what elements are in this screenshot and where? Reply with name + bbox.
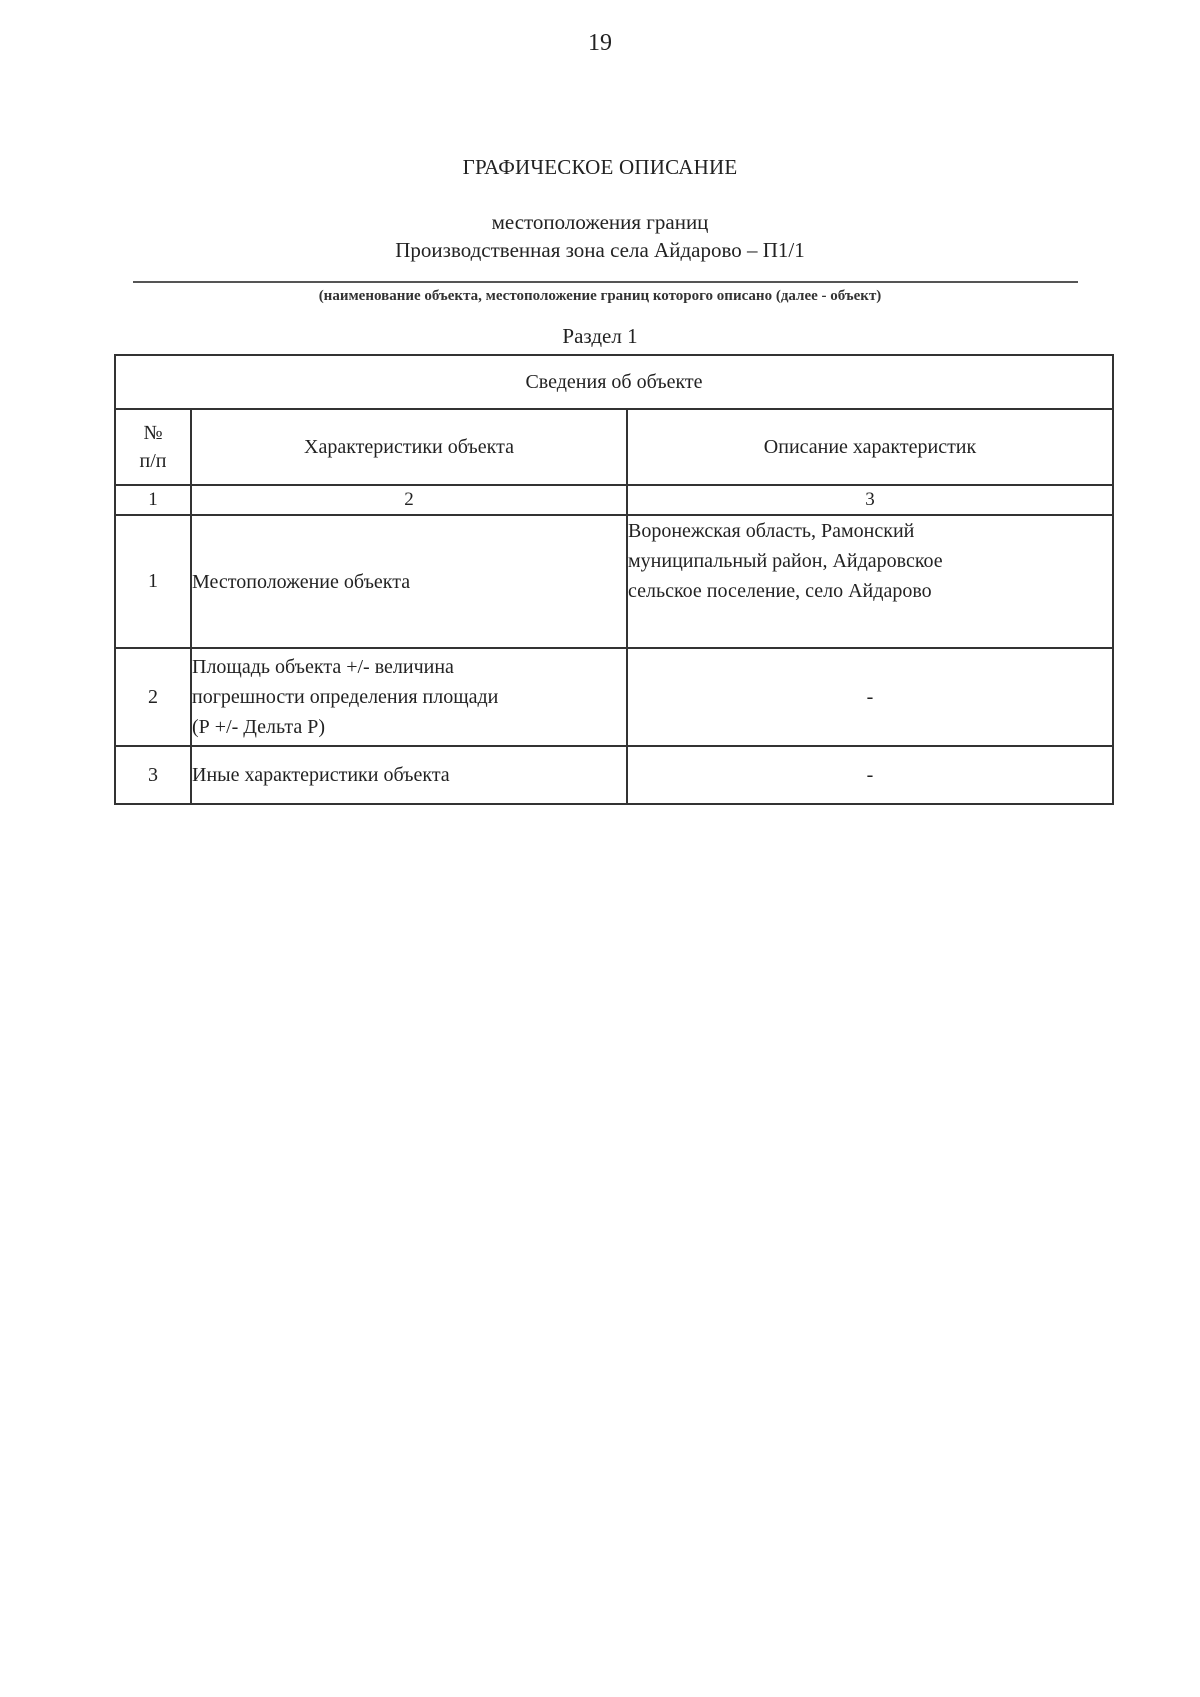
- object-info-table: [114, 354, 1114, 805]
- table-row: [115, 515, 1113, 648]
- table-row: [115, 746, 1113, 804]
- characteristic-line: погрешности определения площади: [192, 686, 499, 708]
- table-header-row: [115, 409, 1113, 485]
- section-label: Раздел 1: [562, 324, 638, 348]
- table-caption: Сведения об объекте: [115, 355, 1113, 409]
- header-number: [115, 409, 191, 485]
- object-name-underline: [133, 281, 1078, 283]
- row-description: [627, 746, 1113, 804]
- column-number: 1: [115, 485, 191, 515]
- row-characteristic: [191, 746, 627, 804]
- row-characteristic: [191, 648, 627, 746]
- row-number: 1: [115, 515, 191, 648]
- characteristic-line: Иные характеристики объекта: [192, 764, 450, 786]
- description-line: муниципальный район, Айдаровское: [628, 550, 943, 572]
- page-number: 19: [588, 30, 612, 56]
- header-number-line1: №: [143, 422, 163, 444]
- object-name-caption: (наименование объекта, местоположение границ которого описано (далее - объект): [318, 288, 882, 304]
- row-description: [627, 515, 1113, 648]
- row-number: 2: [115, 648, 191, 746]
- table-row: [115, 648, 1113, 746]
- column-number: 2: [191, 485, 627, 515]
- row-number: 3: [115, 746, 191, 804]
- table-caption-row: [115, 355, 1113, 409]
- header-number-line2: п/п: [139, 450, 167, 472]
- row-characteristic: [191, 515, 627, 648]
- characteristic-line: (Р +/- Дельта Р): [192, 716, 326, 738]
- description-line: -: [866, 764, 874, 786]
- column-number: 3: [627, 485, 1113, 515]
- header-description: Описание характеристик: [627, 409, 1113, 485]
- column-number-row: [115, 485, 1113, 515]
- document-subtitle-line2: Производственная зона села Айдарово – П1/1: [395, 238, 805, 262]
- header-characteristic: Характеристики объекта: [191, 409, 627, 485]
- characteristic-line: Местоположение объекта: [192, 570, 411, 593]
- document-subtitle-line1: местоположения границ: [491, 210, 709, 234]
- description-line: Воронежская область, Рамонский: [628, 520, 915, 542]
- characteristic-line: Площадь объекта +/- величина: [192, 656, 454, 678]
- description-line: сельское поселение, село Айдарово: [628, 580, 932, 602]
- row-description: [627, 648, 1113, 746]
- description-line: -: [866, 686, 874, 708]
- document-title: ГРАФИЧЕСКОЕ ОПИСАНИЕ: [462, 155, 738, 179]
